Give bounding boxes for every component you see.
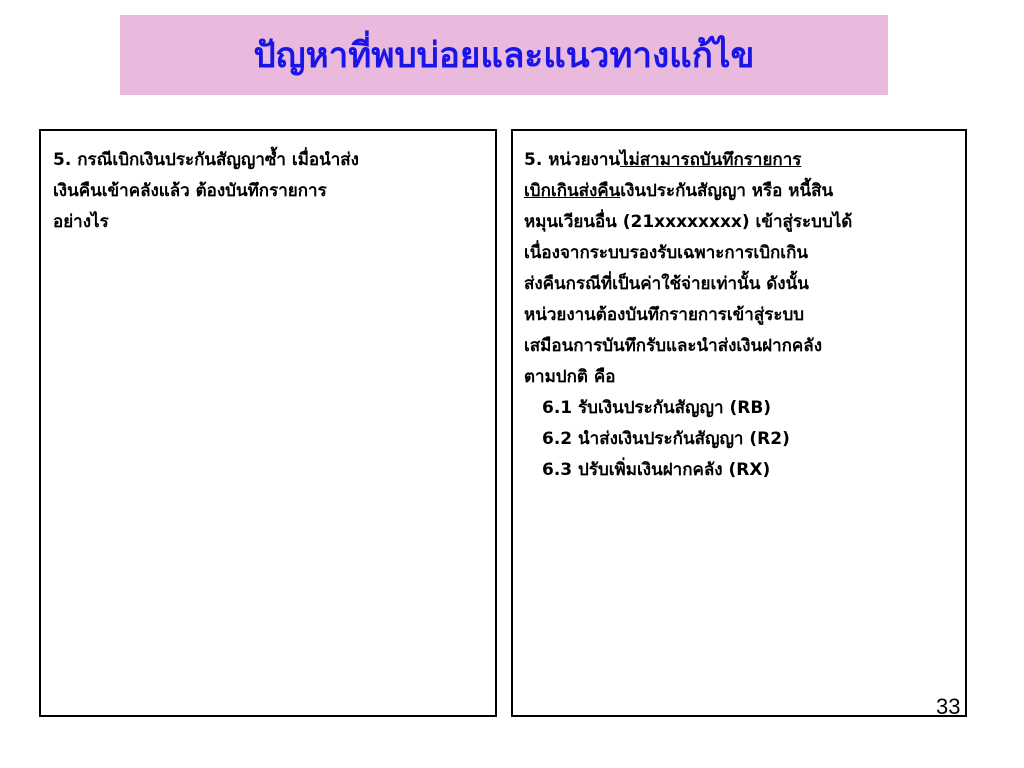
answer-step: 6.1 รับเงินประกันสัญญา (RB)	[542, 398, 772, 418]
answer-line	[524, 176, 959, 207]
answer-line: เสมือนการบันทึกรับและนำส่งเงินฝากคลัง	[524, 336, 822, 356]
answer-panel	[511, 129, 967, 717]
answer-line: เนื่องจากระบบรองรับเฉพาะการเบิกเกิน	[524, 243, 809, 263]
answer-line	[524, 145, 959, 176]
answer-step: 6.2 นำส่งเงินประกันสัญญา (R2)	[542, 429, 790, 449]
title-banner	[120, 15, 888, 95]
answer-line2-underlined: เบิกเกินส่งคืน	[524, 181, 621, 201]
answer-line: หน่วยงานต้องบันทึกรายการเข้าสู่ระบบ	[524, 305, 805, 325]
answer-line: ส่งคืนกรณีที่เป็นค่าใช้จ่ายเท่านั้น ดังนั้น	[524, 274, 809, 294]
answer-step: 6.3 ปรับเพิ่มเงินฝากคลัง (RX)	[542, 460, 771, 480]
answer-line1-plain: 5. หน่วยงาน	[524, 150, 621, 170]
page-number: 33	[936, 694, 961, 719]
answer-line: ตามปกติ คือ	[524, 367, 616, 387]
question-line: อย่างไร	[53, 212, 109, 232]
question-line: 5. กรณีเบิกเงินประกันสัญญาซ้ำ เมื่อนำส่ง	[53, 150, 359, 170]
question-panel	[39, 129, 497, 717]
answer-line: หมุนเวียนอื่น (21xxxxxxxx) เข้าสู่ระบบได้	[524, 212, 853, 232]
answer-line1-underlined: ไม่สามารถบันทึกรายการ	[620, 150, 802, 170]
answer-line2-plain: เงินประกันสัญญา หรือ หนี้สิน	[620, 181, 834, 201]
question-line: เงินคืนเข้าคลังแล้ว ต้องบันทึกรายการ	[53, 181, 327, 201]
question-text	[53, 145, 487, 238]
answer-text	[524, 145, 959, 486]
slide-title: ปัญหาที่พบบ่อยและแนวทางแก้ไข	[253, 34, 755, 76]
